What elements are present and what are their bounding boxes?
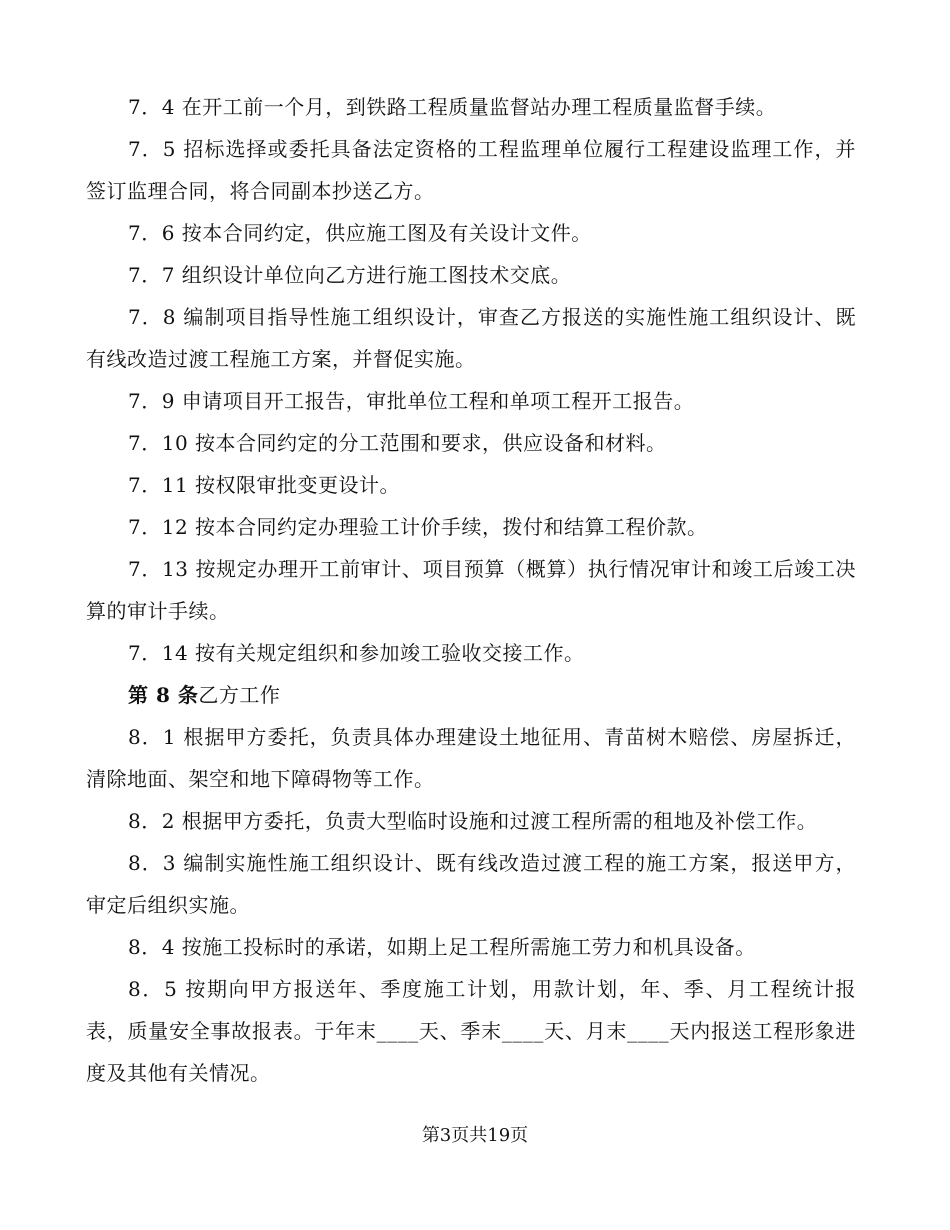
- clause-7-6: 7．6 按本合同约定，供应施工图及有关设计文件。: [128, 221, 592, 245]
- clause-7-8: 7．8 编制项目指导性施工组织设计，审查乙方报送的实施性施工组织设计、既有线改造过渡工程施工方案，并督促实施。: [86, 305, 856, 371]
- clause-7-14: 7．14 按有关规定组织和参加竣工验收交接工作。: [128, 641, 585, 665]
- clause-7-13: 7．13 按规定办理开工前审计、项目预算（概算）执行情况审计和竣工后竣工决算的审计手续。: [86, 557, 856, 623]
- clause-8-1: 8．1 根据甲方委托，负责具体办理建设土地征用、青苗树木赔偿、房屋拆迁，清除地面、架空和地下障碍物等工作。: [86, 725, 856, 791]
- clause-7-12: 7．12 按本合同约定办理验工计价手续，拨付和结算工程价款。: [128, 515, 708, 539]
- clause-7-5: 7．5 招标选择或委托具备法定资格的工程监理单位履行工程建设监理工作，并签订监理合同，将合同副本抄送乙方。: [86, 137, 856, 203]
- clause-8-2: 8．2 根据甲方委托，负责大型临时设施和过渡工程所需的租地及补偿工作。: [128, 809, 818, 833]
- clause-7-10: 7．10 按本合同约定的分工范围和要求，供应设备和材料。: [128, 431, 667, 455]
- clause-8-3: 8．3 编制实施性施工组织设计、既有线改造过渡工程的施工方案，报送甲方，审定后组织实施。: [86, 851, 856, 917]
- clause-7-11: 7．11 按权限审批变更设计。: [128, 473, 401, 497]
- clause-8-5: 8．5 按期向甲方报送年、季度施工计划，用款计划，年、季、月工程统计报表，质量安全事故报表。于年末____天、季末____天、月末____天内报送工程形象进度及其他有关情况。: [86, 977, 856, 1085]
- document-body: [86, 86, 856, 1094]
- article-8-number: 第 8 条: [128, 683, 199, 707]
- clause-7-7: 7．7 组织设计单位向乙方进行施工图技术交底。: [128, 263, 572, 287]
- article-8-title: 乙方工作: [198, 683, 281, 707]
- clause-7-4: 7．4 在开工前一个月，到铁路工程质量监督站办理工程质量监督手续。: [128, 95, 777, 119]
- article-8-heading: [86, 674, 856, 716]
- page-number-footer: 第3页共19页: [421, 1125, 529, 1146]
- clause-7-9: 7．9 申请项目开工报告，审批单位工程和单项工程开工报告。: [128, 389, 695, 413]
- clause-8-4: 8．4 按施工投标时的承诺，如期上足工程所需施工劳力和机具设备。: [128, 935, 756, 959]
